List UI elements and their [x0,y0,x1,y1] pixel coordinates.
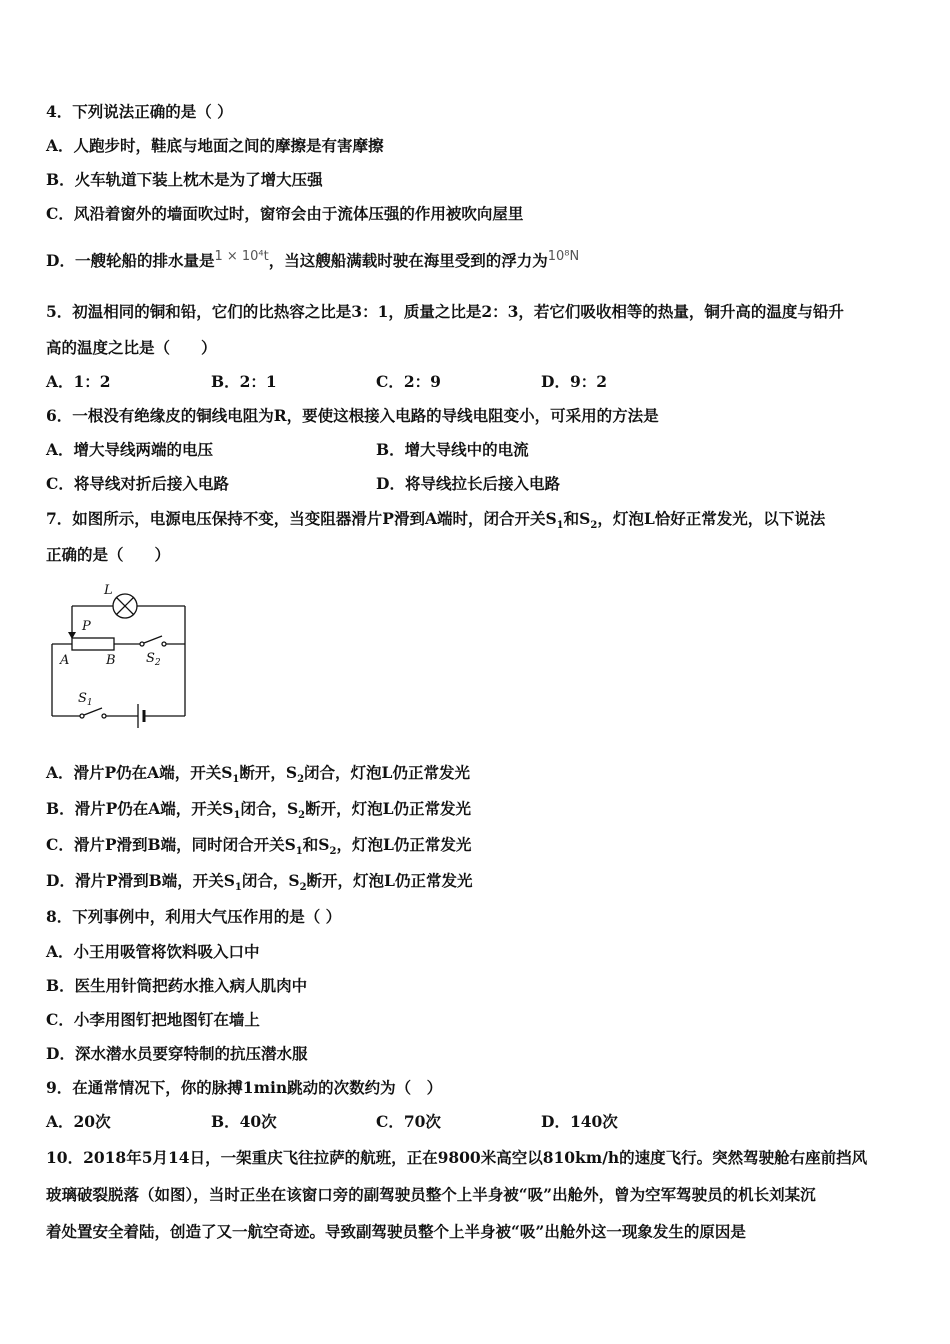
q8-option-a: A．小王用吸管将饮料吸入口中 [46,942,260,961]
q4-option-c: C．风沿着窗外的墙面吹过时，窗帘会由于流体压强的作用被吹向屋里 [46,204,524,223]
q9-option-b: B．40次 [211,1112,277,1131]
q10-line2: 玻璃破裂脱落（如图），当时正坐在该窗口旁的副驾驶员整个上半身被“吸”出舱外，曾为空军驾驶员的机长刘某沉 [46,1185,816,1204]
q7-option-c: C．滑片P滑到B端，同时闭合开关$S_1$和$S_2$，灯泡L仍正常发光 [46,835,472,858]
q7-circuit-diagram [40,576,200,736]
q4-d-pre: D．一艘轮船的排水量是 [46,251,215,270]
q7-stem-part1: 7．如图所示，电源电压保持不变，当变阻器滑片P滑到A端时，闭合开关S [46,509,557,528]
q6-option-c: C．将导线对折后接入电路 [46,474,229,493]
q5-option-b: B．2：1 [211,372,277,391]
q6-option-a: A．增大导线两端的电压 [46,440,214,459]
slider-label: P [82,619,91,634]
q9-stem: 9．在通常情况下，你的脉搏1min跳动的次数约为（ ） [46,1078,443,1097]
q4-d-mid: ，当这艘船满载时驶在海里受到的浮力为 [268,251,548,270]
q5-option-a: A．1：2 [46,372,111,391]
terminal-b-label: B [106,653,116,668]
q7-option-b: B．滑片P仍在A端，开关$S_1$闭合，$S_2$断开，灯泡L仍正常发光 [46,799,472,822]
q5-stem-line1: 5．初温相同的铜和铅，它们的比热容之比是3：1，质量之比是2：3，若它们吸收相等的热量，铜升高的温度与铅升 [46,302,844,321]
q7-option-d: D．滑片P滑到B端，开关$S_1$闭合，$S_2$断开，灯泡L仍正常发光 [46,871,473,894]
q5-option-c: C．2：9 [376,372,441,391]
switch-s2-label: $S_2$ [146,651,161,668]
q4-option-b: B．火车轨道下装上枕木是为了增大压强 [46,170,323,189]
switch-s1-label: $S_1$ [78,691,93,708]
lamp-label: L [104,583,113,598]
q6-option-d: D．将导线拉长后接入电路 [376,474,560,493]
q4-d-math1: 1 × 10⁴t [214,249,269,264]
q9-option-a: A．20次 [46,1112,111,1131]
q8-option-b: B．医生用针筒把药水推入病人肌肉中 [46,976,308,995]
q4-option-a: A．人跑步时，鞋底与地面之间的摩擦是有害摩擦 [46,136,384,155]
q5-stem-line2: 高的温度之比是（ ） [46,338,217,357]
q4-d-math2: 10⁸N [547,249,580,264]
q7-stem-part3: ，灯泡L恰好正常发光，以下说法 [597,509,826,528]
q6-option-b: B．增大导线中的电流 [376,440,529,459]
q7-stem-line1 [46,509,825,536]
q9-option-c: C．70次 [376,1112,441,1131]
terminal-a-label: A [60,653,70,668]
q10-line1: 10．2018年5月14日，一架重庆飞往拉萨的航班，正在9800米高空以810km/h的速度飞行。突然驾驶舱右座前挡风 [46,1148,868,1167]
q7-stem-line2: 正确的是（ ） [46,545,171,564]
q7-option-a: A．滑片P仍在A端，开关$S_1$断开，$S_2$闭合，灯泡L仍正常发光 [46,763,470,786]
q4-option-d [46,251,579,273]
q6-stem: 6．一根没有绝缘皮的铜线电阻为R，要使这根接入电路的导线电阻变小，可采用的方法是 [46,406,659,425]
q5-option-d: D．9：2 [541,372,608,391]
q4-stem: 4．下列说法正确的是（ ） [46,102,233,121]
q7-stem-part2: 和S [563,509,591,528]
q8-option-c: C．小李用图钉把地图钉在墙上 [46,1010,260,1029]
q8-option-d: D．深水潜水员要穿特制的抗压潜水服 [46,1044,308,1063]
q7-sub1: 1 [556,520,564,532]
q8-stem: 8．下列事例中，利用大气压作用的是（ ） [46,907,342,926]
q10-line3: 着处置安全着陆，创造了又一航空奇迹。导致副驾驶员整个上半身被“吸”出舱外这一现象发生的原因是 [46,1222,746,1241]
q9-option-d: D．140次 [541,1112,618,1131]
q7-sub2: 2 [590,520,598,532]
